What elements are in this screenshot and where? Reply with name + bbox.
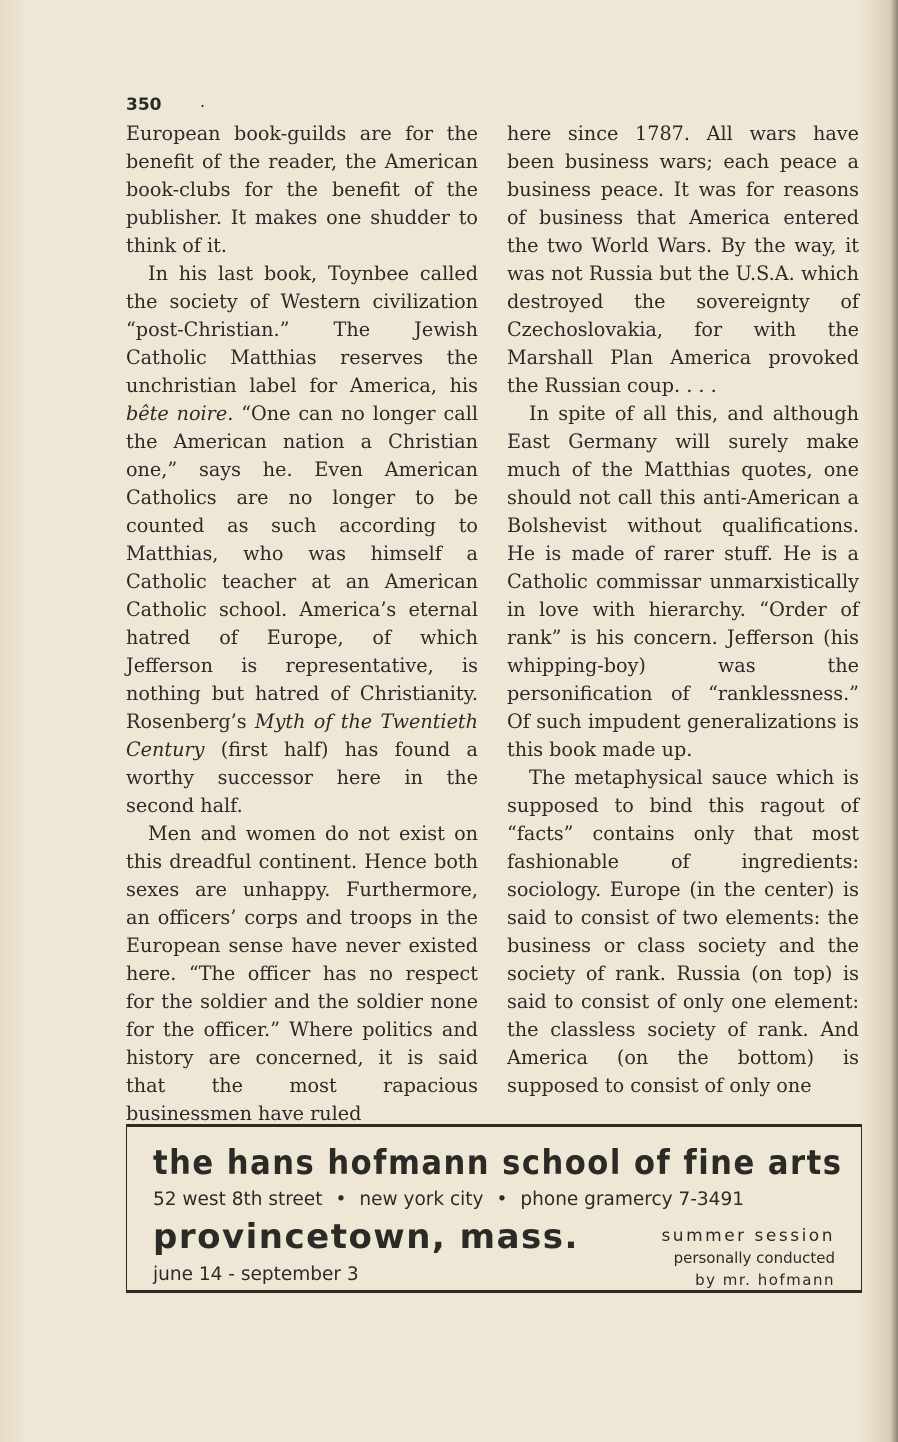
paragraph: In his last book, Toynbee called the society of Western civilization “post-Christian.” The Jewish Catholic Matthias reserves the unchristian label for America, his bête noire. “One can no longer call the American nation a Christian one,” says he. Even American Catholics are no longer to be counted as such according to Matthias, who was himself a Catholic teacher at an American Catholic school. America’s eternal hatred of Europe, of which Jefferson is representative, is nothing but hatred of Christianity. Rosenberg’s Myth of the Twentieth Century (first half) has found a worthy successor here in the second half.	[126, 262, 478, 817]
ad-city: new york city	[359, 1189, 484, 1210]
ad-session-note	[661, 1225, 835, 1291]
ad-dates: june 14 - september 3	[153, 1264, 359, 1285]
ad-note-line: by mr. hofmann	[695, 1271, 835, 1289]
bullet-separator: •	[496, 1189, 508, 1210]
left-column	[126, 120, 478, 1128]
ad-note-line: summer session	[661, 1226, 835, 1246]
advertisement-box	[126, 1124, 862, 1293]
ad-title: the hans hofmann school of fine arts	[153, 1143, 843, 1183]
right-column	[507, 120, 859, 1100]
paragraph: here since 1787. All wars have been business wars; each peace a business peace. It was for reasons of business that America entered the two World Wars. By the way, it was not Russia but the U.S.A. which destroyed the sovereignty of Czechoslovakia, for with the Marshall Plan America provoked the Russian coup. . . .	[507, 122, 859, 397]
ad-summer-location: provincetown, mass.	[153, 1217, 579, 1257]
page-number: 350	[126, 95, 162, 115]
ad-note-line: personally conducted	[673, 1249, 835, 1267]
ad-contact-line	[153, 1189, 744, 1210]
paragraph: European book-guilds are for the benefit of the reader, the American book-clubs for the benefit of the publisher. It makes one shudder to think of it.	[126, 122, 478, 257]
italic-book-title: Myth of the Twentieth Century	[126, 710, 478, 761]
paragraph: Men and women do not exist on this dreadful continent. Hence both sexes are unhappy. Furthermore, an officers’ corps and troops in the European sense have never existed here. “The officer has no respect for the soldier and the soldier none for the officer.” Where politics and history are concerned, it is said that the most rapacious businessmen have ruled	[126, 822, 478, 1125]
paragraph: The metaphysical sauce which is supposed to bind this ragout of “facts” contains only that most fashionable of ingredients: sociology. Europe (in the center) is said to consist of two elements: the business or class society and the society of rank. Russia (on top) is said to consist of only one element: the classless society of rank. And America (on the bottom) is supposed to consist of only one	[507, 766, 859, 1097]
bullet-separator: •	[335, 1189, 347, 1210]
paragraph: In spite of all this, and although East Germany will surely make much of the Matthias quotes, one should not call this anti-American a Bolshevist without qualifications. He is made of rarer stuff. He is a Catholic commissar unmarxistically in love with hierarchy. “Order of rank” is his concern. Jefferson (his whipping-boy) was the personification of “ranklessness.” Of such impudent generalizations is this book made up.	[507, 402, 859, 761]
page-number-dot: .	[200, 92, 206, 111]
italic-phrase: bête noire.	[126, 402, 234, 425]
ad-phone: phone gramercy 7-3491	[520, 1189, 744, 1210]
ad-address: 52 west 8th street	[153, 1189, 323, 1210]
